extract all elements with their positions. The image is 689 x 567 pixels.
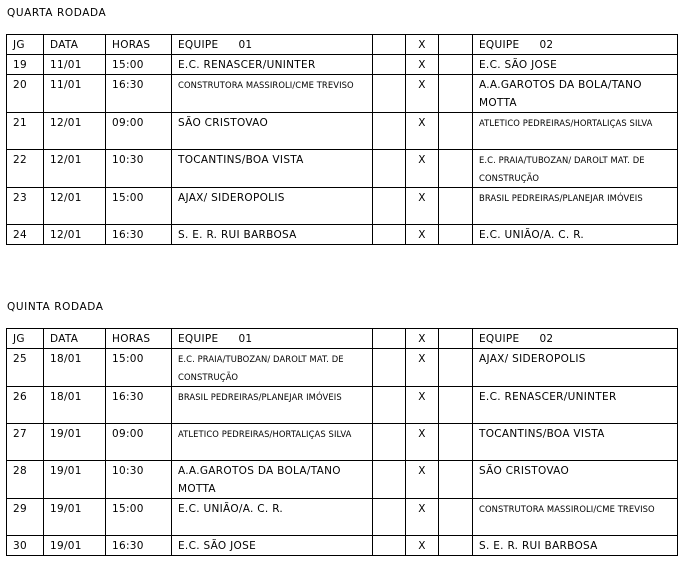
versus-mark: X xyxy=(406,387,439,424)
game-number: 23 xyxy=(7,188,44,225)
game-time: 15:00 xyxy=(106,188,172,225)
game-date: 12/01 xyxy=(44,150,106,188)
home-team: TOCANTINS/BOA VISTA xyxy=(172,150,373,188)
game-date: 19/01 xyxy=(44,461,106,499)
home-team: E.C. UNIÃO/A. C. R. xyxy=(172,499,373,536)
away-score xyxy=(439,424,473,461)
header-date: DATA xyxy=(44,329,106,349)
away-team: ATLETICO PEDREIRAS/HORTALIÇAS SILVA xyxy=(473,113,678,150)
home-team: CONSTRUTORA MASSIROLI/CME TREVISO xyxy=(172,75,373,113)
game-number: 26 xyxy=(7,387,44,424)
score-cell xyxy=(439,329,473,349)
home-score xyxy=(373,225,406,245)
game-number: 24 xyxy=(7,225,44,245)
home-score xyxy=(373,424,406,461)
table-row xyxy=(7,225,678,245)
away-score xyxy=(439,349,473,387)
versus-mark: X xyxy=(406,225,439,245)
game-time: 16:30 xyxy=(106,536,172,556)
game-time: 09:00 xyxy=(106,424,172,461)
game-date: 19/01 xyxy=(44,499,106,536)
header-home-num: 01 xyxy=(238,333,253,345)
versus-mark: X xyxy=(406,75,439,113)
home-score xyxy=(373,499,406,536)
header-away xyxy=(473,329,678,349)
away-score xyxy=(439,150,473,188)
away-score xyxy=(439,225,473,245)
table-row xyxy=(7,461,678,499)
home-score xyxy=(373,349,406,387)
header-time: HORAS xyxy=(106,329,172,349)
game-number: 22 xyxy=(7,150,44,188)
header-home-label: EQUIPE xyxy=(178,39,219,51)
home-score xyxy=(373,387,406,424)
game-date: 11/01 xyxy=(44,55,106,75)
home-team: E.C. SÃO JOSE xyxy=(172,536,373,556)
game-time: 10:30 xyxy=(106,150,172,188)
header-date: DATA xyxy=(44,35,106,55)
home-team: AJAX/ SIDEROPOLIS xyxy=(172,188,373,225)
away-score xyxy=(439,499,473,536)
versus-mark: X xyxy=(406,461,439,499)
game-number: 20 xyxy=(7,75,44,113)
away-score xyxy=(439,536,473,556)
game-time: 15:00 xyxy=(106,499,172,536)
header-row xyxy=(7,329,678,349)
game-date: 12/01 xyxy=(44,113,106,150)
home-team: ATLETICO PEDREIRAS/HORTALIÇAS SILVA xyxy=(172,424,373,461)
table-row xyxy=(7,75,678,113)
header-jg: JG xyxy=(7,329,44,349)
game-date: 19/01 xyxy=(44,424,106,461)
header-away-label: EQUIPE xyxy=(479,333,520,345)
table-row xyxy=(7,424,678,461)
table-row xyxy=(7,55,678,75)
game-number: 28 xyxy=(7,461,44,499)
game-time: 16:30 xyxy=(106,75,172,113)
game-time: 16:30 xyxy=(106,225,172,245)
header-home-label: EQUIPE xyxy=(178,333,219,345)
score-cell xyxy=(373,329,406,349)
versus-mark: X xyxy=(406,188,439,225)
versus-mark: X xyxy=(406,150,439,188)
away-score xyxy=(439,188,473,225)
table-row xyxy=(7,387,678,424)
score-cell xyxy=(439,35,473,55)
header-row xyxy=(7,35,678,55)
away-score xyxy=(439,55,473,75)
away-score xyxy=(439,113,473,150)
game-number: 27 xyxy=(7,424,44,461)
game-time: 15:00 xyxy=(106,55,172,75)
header-versus: X xyxy=(406,329,439,349)
versus-mark: X xyxy=(406,424,439,461)
table-row xyxy=(7,150,678,188)
home-team: A.A.GAROTOS DA BOLA/TANO MOTTA xyxy=(172,461,373,499)
versus-mark: X xyxy=(406,113,439,150)
home-team: S. E. R. RUI BARBOSA xyxy=(172,225,373,245)
away-team: AJAX/ SIDEROPOLIS xyxy=(473,349,678,387)
away-score xyxy=(439,461,473,499)
versus-mark: X xyxy=(406,55,439,75)
home-score xyxy=(373,461,406,499)
fixtures-table xyxy=(6,328,678,556)
game-number: 29 xyxy=(7,499,44,536)
header-home xyxy=(172,35,373,55)
away-team: S. E. R. RUI BARBOSA xyxy=(473,536,678,556)
game-time: 09:00 xyxy=(106,113,172,150)
home-score xyxy=(373,150,406,188)
home-score xyxy=(373,113,406,150)
away-score xyxy=(439,75,473,113)
header-home xyxy=(172,329,373,349)
round-title: QUINTA RODADA xyxy=(7,301,104,313)
game-number: 30 xyxy=(7,536,44,556)
table-row xyxy=(7,499,678,536)
away-team: E.C. UNIÃO/A. C. R. xyxy=(473,225,678,245)
away-score xyxy=(439,387,473,424)
header-away-num: 02 xyxy=(539,333,554,345)
versus-mark: X xyxy=(406,349,439,387)
away-team: TOCANTINS/BOA VISTA xyxy=(473,424,678,461)
home-score xyxy=(373,75,406,113)
fixtures-table xyxy=(6,34,678,245)
away-team: A.A.GAROTOS DA BOLA/TANO MOTTA xyxy=(473,75,678,113)
away-team: SÃO CRISTOVAO xyxy=(473,461,678,499)
game-time: 15:00 xyxy=(106,349,172,387)
game-date: 12/01 xyxy=(44,188,106,225)
header-away-label: EQUIPE xyxy=(479,39,520,51)
game-date: 18/01 xyxy=(44,349,106,387)
away-team: BRASIL PEDREIRAS/PLANEJAR IMÓVEIS xyxy=(473,188,678,225)
away-team: E.C. RENASCER/UNINTER xyxy=(473,387,678,424)
home-score xyxy=(373,536,406,556)
table-row xyxy=(7,113,678,150)
score-cell xyxy=(373,35,406,55)
game-number: 21 xyxy=(7,113,44,150)
game-time: 16:30 xyxy=(106,387,172,424)
home-score xyxy=(373,55,406,75)
header-time: HORAS xyxy=(106,35,172,55)
table-row xyxy=(7,536,678,556)
away-team: CONSTRUTORA MASSIROLI/CME TREVISO xyxy=(473,499,678,536)
home-team: E.C. PRAIA/TUBOZAN/ DAROLT MAT. DE CONSTRUÇÃO xyxy=(172,349,373,387)
header-away xyxy=(473,35,678,55)
header-home-num: 01 xyxy=(238,39,253,51)
home-team: BRASIL PEDREIRAS/PLANEJAR IMÓVEIS xyxy=(172,387,373,424)
home-team: E.C. RENASCER/UNINTER xyxy=(172,55,373,75)
versus-mark: X xyxy=(406,499,439,536)
away-team: E.C. SÃO JOSE xyxy=(473,55,678,75)
game-date: 12/01 xyxy=(44,225,106,245)
versus-mark: X xyxy=(406,536,439,556)
home-team: SÃO CRISTOVAO xyxy=(172,113,373,150)
game-number: 25 xyxy=(7,349,44,387)
game-number: 19 xyxy=(7,55,44,75)
away-team: E.C. PRAIA/TUBOZAN/ DAROLT MAT. DE CONSTRUÇÃO xyxy=(473,150,678,188)
table-row xyxy=(7,188,678,225)
game-date: 18/01 xyxy=(44,387,106,424)
header-jg: JG xyxy=(7,35,44,55)
game-date: 11/01 xyxy=(44,75,106,113)
table-row xyxy=(7,349,678,387)
game-date: 19/01 xyxy=(44,536,106,556)
game-time: 10:30 xyxy=(106,461,172,499)
header-away-num: 02 xyxy=(539,39,554,51)
home-score xyxy=(373,188,406,225)
header-versus: X xyxy=(406,35,439,55)
round-title: QUARTA RODADA xyxy=(7,7,107,19)
